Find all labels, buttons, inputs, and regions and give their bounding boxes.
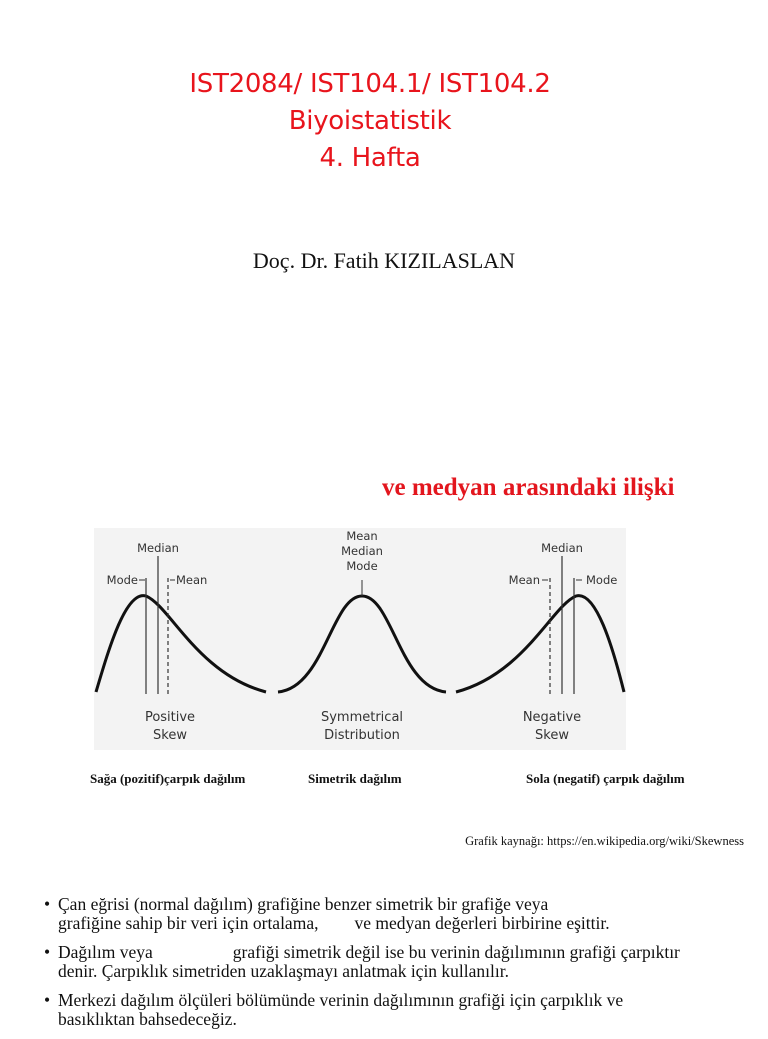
symmetric-panel xyxy=(278,529,446,743)
bullet-list xyxy=(44,895,754,1039)
bullet-item-skewed xyxy=(44,943,754,981)
skewness-figure xyxy=(94,528,626,750)
symmetric-curve xyxy=(278,596,446,692)
bullet-2-line-2: denir. Çarpıklık simetriden uzaklaşmayı anlatmak için kullanılır. xyxy=(58,961,510,981)
bullet-item-central xyxy=(44,991,754,1029)
bullet-3-line-2: basıklıktan bahsedeceğiz. xyxy=(58,1009,237,1029)
positive-caption-1: Positive xyxy=(144,710,196,725)
course-codes: IST2084/ IST104.1/ IST104.2 xyxy=(189,69,551,99)
bullet-item-symmetric xyxy=(44,895,754,933)
negative-caption-1: Negative xyxy=(522,710,582,725)
symmetric-mode-label: Mode xyxy=(346,559,378,573)
symmetric-caption-1: Symmetrical xyxy=(320,710,404,725)
negative-skew-panel xyxy=(456,541,624,743)
author-name: Doç. Dr. Fatih KIZILASLAN xyxy=(252,248,516,273)
positive-skew-panel xyxy=(96,541,266,743)
title-block xyxy=(0,66,740,177)
bullet-1-line-2: grafiğine sahip bir veri için ortalama, ve medyan değerleri birbirine eşittir. xyxy=(58,913,610,933)
positive-median-label: Median xyxy=(137,541,179,555)
negative-mode-label: Mode xyxy=(586,573,618,587)
symmetric-median-label: Median xyxy=(341,544,383,558)
negative-median-label: Median xyxy=(541,541,583,555)
positive-mode-label: Mode xyxy=(106,573,138,587)
course-name: Biyoistatistik xyxy=(288,106,452,136)
bullet-3-line-1: Merkezi dağılım ölçüleri bölümünde verinin dağılımının grafiği için çarpıklık ve xyxy=(58,990,624,1010)
positive-caption-2: Skew xyxy=(153,728,187,743)
bullet-2-line-1: Dağılım veya grafiği simetrik değil ise bu verinin dağılımının grafiği çarpıktır xyxy=(58,942,680,962)
section-heading: ve medyan arasındaki ilişki xyxy=(382,474,675,501)
negative-mean-label: Mean xyxy=(508,573,540,587)
negative-caption-2: Skew xyxy=(535,728,569,743)
week-label: 4. Hafta xyxy=(319,143,421,173)
symmetric-mean-label: Mean xyxy=(346,529,378,543)
caption-symmetric: Simetrik dağılım xyxy=(308,771,402,786)
bullet-dot: • xyxy=(44,894,51,914)
positive-mean-label: Mean xyxy=(176,573,208,587)
caption-negative: Sola (negatif) çarpık dağılım xyxy=(526,771,685,786)
bullet-dot: • xyxy=(44,990,51,1010)
bullet-dot: • xyxy=(44,942,51,962)
negative-skew-curve xyxy=(456,596,624,692)
figure-source: Grafik kaynağı: https://en.wikipedia.org/wiki/Skewness xyxy=(465,834,744,848)
positive-skew-curve xyxy=(96,596,266,692)
bullet-1-line-1: Çan eğrisi (normal dağılım) grafiğine benzer simetrik bir grafiğe veya xyxy=(58,894,549,914)
caption-positive: Sağa (pozitif)çarpık dağılım xyxy=(90,771,246,786)
symmetric-caption-2: Distribution xyxy=(324,728,400,743)
